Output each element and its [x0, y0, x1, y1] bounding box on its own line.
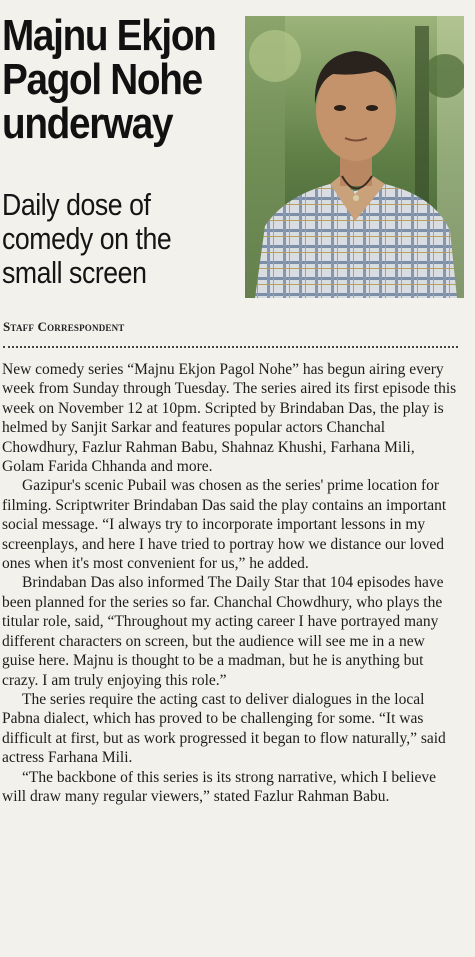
subhead-line: comedy on the: [2, 221, 172, 256]
paragraph: Gazipur's scenic Pubail was chosen as the series' prime location for filming. Scriptwriter Brindaban Das said the play contains an important social message. “I always try to incorporate important lessons in my screenplays, and here I have tried to portray how we distance our loved ones when it's most convenient for us,” he added.: [2, 477, 447, 573]
article-body: [2, 360, 460, 806]
headline: [2, 11, 216, 148]
byline: Staff Correspondent: [3, 319, 125, 334]
headline-line: underway: [2, 99, 173, 148]
headline-line: Pagol Nohe: [2, 55, 202, 104]
subheadline: [2, 188, 217, 290]
portrait-photo: [245, 16, 464, 298]
paragraph: “The backbone of this series is its strong narrative, which I believe will draw many regular viewers,” stated Fazlur Rahman Babu.: [2, 768, 437, 805]
subhead-line: Daily dose of: [2, 187, 151, 222]
paragraph: New comedy series “Majnu Ekjon Pagol Nohe” has begun airing every week from Sunday through Tuesday. The series aired its first episode this week on November 12 at 10pm. Scripted by Brindaban Das, the play is helmed by Sanjit Sarkar and features popular actors Chanchal Chowdhury, Fazlur Rahman Babu, Shahnaz Khushi, Farhana Mili, Golam Farida Chhanda and more.: [2, 361, 457, 476]
subhead-line: small screen: [2, 255, 147, 290]
dotted-divider: [3, 346, 458, 348]
headline-line: Majnu Ekjon: [2, 11, 216, 60]
paragraph: The series require the acting cast to deliver dialogues in the local Pabna dialect, which has proved to be challenging for some. “It was difficult at first, but as work progressed it began to flow naturally,” said actress Farhana Mili.: [2, 690, 446, 767]
paragraph: Brindaban Das also informed The Daily Star that 104 episodes have been planned for the series so far. Chanchal Chowdhury, who plays the titular role, said, “Throughout my acting career I have portrayed many different characters on screen, but the audience will see me in a new guise here. Majnu is thought to be a madman, but he is anything but crazy. I am truly enjoying this role.”: [2, 574, 444, 689]
